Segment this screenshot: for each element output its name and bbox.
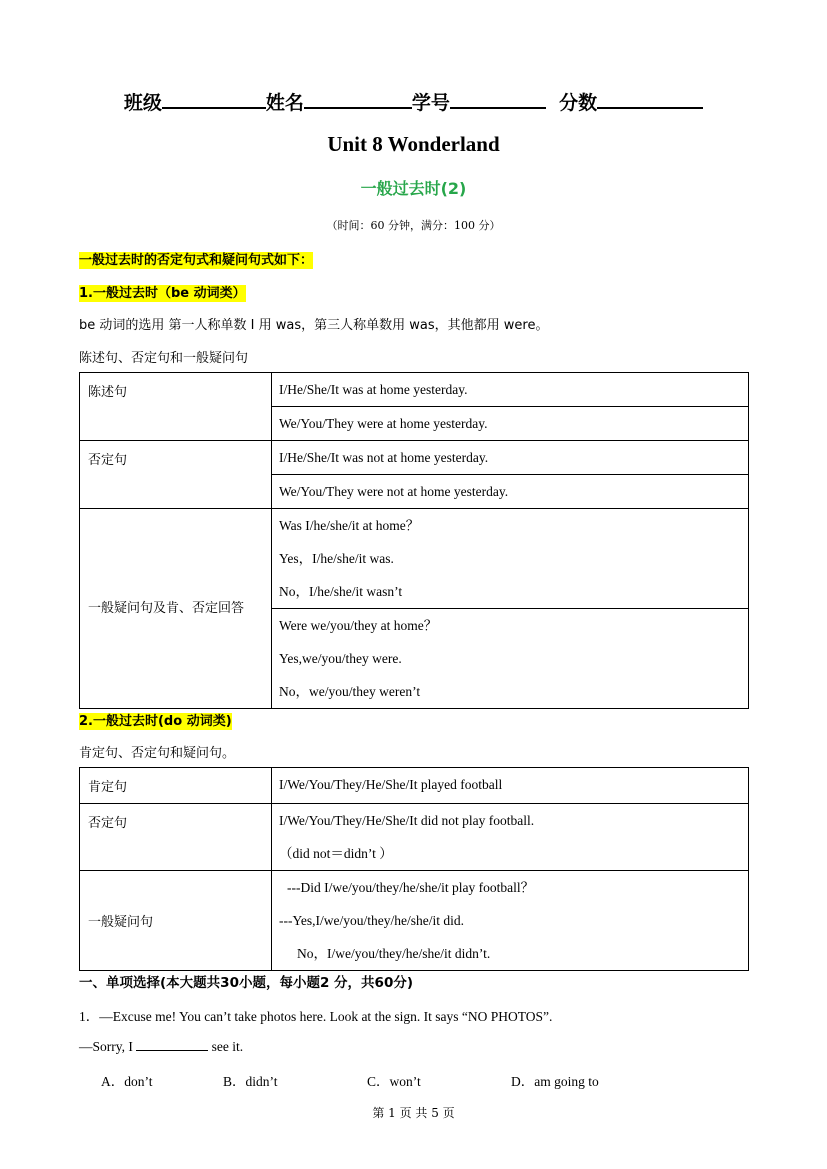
table-row (80, 804, 749, 871)
unit-title: Unit 8 Wonderland (327, 132, 500, 156)
sentence: Were we/you/they at home？ (279, 618, 438, 633)
table-row (80, 871, 749, 971)
row-label: 否定句 (80, 804, 272, 871)
score-label: 分数 (559, 92, 598, 114)
student-info-line (0, 88, 827, 115)
table-cell (272, 441, 749, 475)
option-d[interactable]: D．am going to (511, 1074, 599, 1089)
sentence: Was I/he/she/it at home？ (279, 518, 420, 533)
question-text: see it. (211, 1039, 244, 1054)
id-blank[interactable] (450, 91, 546, 109)
sentence: I/We/You/They/He/She/It played football (279, 777, 503, 792)
question-text: —Sorry, I (79, 1039, 133, 1054)
page-footer: 第 1 页 共 5 页 (372, 1106, 455, 1120)
table-cell (272, 475, 749, 509)
section2-table-caption: 肯定句、否定句和疑问句。 (79, 746, 236, 761)
exercise-section-title: 一、单项选择(本大题共30小题，每小题2 分，共60分) (79, 975, 414, 991)
table-cell (272, 768, 749, 804)
answer-blank[interactable] (136, 1038, 208, 1051)
question-1-line2 (79, 1038, 243, 1055)
intro-heading: 一般过去时的否定句式和疑问句式如下： (79, 253, 314, 268)
section2-heading: 2.一般过去时(do 动词类) (79, 714, 232, 729)
sentence: ---Yes,I/we/you/they/he/she/it did. (279, 913, 464, 928)
table-row (80, 441, 749, 475)
score-blank[interactable] (597, 91, 703, 109)
sentence: I/We/You/They/He/She/It did not play football. (279, 813, 535, 828)
section1-table-caption: 陈述句、否定句和一般疑问句 (79, 351, 249, 366)
sentence: No，we/you/they weren’t (279, 684, 421, 699)
row-label: 陈述句 (80, 373, 272, 441)
name-label: 姓名 (265, 92, 304, 114)
do-verb-table (79, 767, 749, 971)
row-label: 一般疑问句 (80, 871, 272, 971)
class-blank[interactable] (162, 91, 266, 109)
option-a[interactable]: A．don’t (101, 1074, 153, 1089)
sentence: Yes,we/you/they were. (279, 651, 402, 666)
section1-heading: 1.一般过去时（be 动词类） (79, 286, 246, 301)
lesson-subtitle: 一般过去时(2) (360, 179, 467, 198)
sentence: We/You/They were at home yesterday. (279, 416, 488, 431)
row-label: 肯定句 (80, 768, 272, 804)
table-cell (272, 373, 749, 407)
table-row (80, 509, 749, 609)
table-row (80, 768, 749, 804)
sentence: No，I/we/you/they/he/she/it didn’t. (297, 946, 491, 961)
sentence: I/He/She/It was at home yesterday. (279, 382, 468, 397)
time-score-note: （时间：60 分钟，满分：100 分） (326, 219, 501, 232)
be-verb-table (79, 372, 749, 709)
option-b[interactable]: B．didn’t (223, 1074, 278, 1089)
sentence: We/You/They were not at home yesterday. (279, 484, 509, 499)
sentence: （did not＝didn’t ） (279, 846, 393, 861)
table-row (80, 373, 749, 407)
table-cell (272, 609, 749, 709)
option-c[interactable]: C．won’t (367, 1074, 421, 1089)
question-1-stem: 1．—Excuse me! You can’t take photos here. Look at the sign. It says “NO PHOTOS”. (79, 1009, 553, 1024)
row-label: 一般疑问句及肯、否定回答 (80, 509, 272, 709)
id-label: 学号 (411, 92, 450, 114)
section1-note: be 动词的选用 第一人称单数 I 用 was，第三人称单数用 was，其他都用 were。 (79, 318, 549, 333)
table-cell (272, 407, 749, 441)
table-cell (272, 509, 749, 609)
sentence: Yes，I/he/she/it was. (279, 551, 394, 566)
sentence: ---Did I/we/you/they/he/she/it play football？ (287, 880, 535, 895)
table-cell (272, 804, 749, 871)
sentence: I/He/She/It was not at home yesterday. (279, 450, 489, 465)
name-blank[interactable] (304, 91, 412, 109)
table-cell (272, 871, 749, 971)
row-label: 否定句 (80, 441, 272, 509)
class-label: 班级 (123, 92, 162, 114)
sentence: No，I/he/she/it wasn’t (279, 584, 403, 599)
